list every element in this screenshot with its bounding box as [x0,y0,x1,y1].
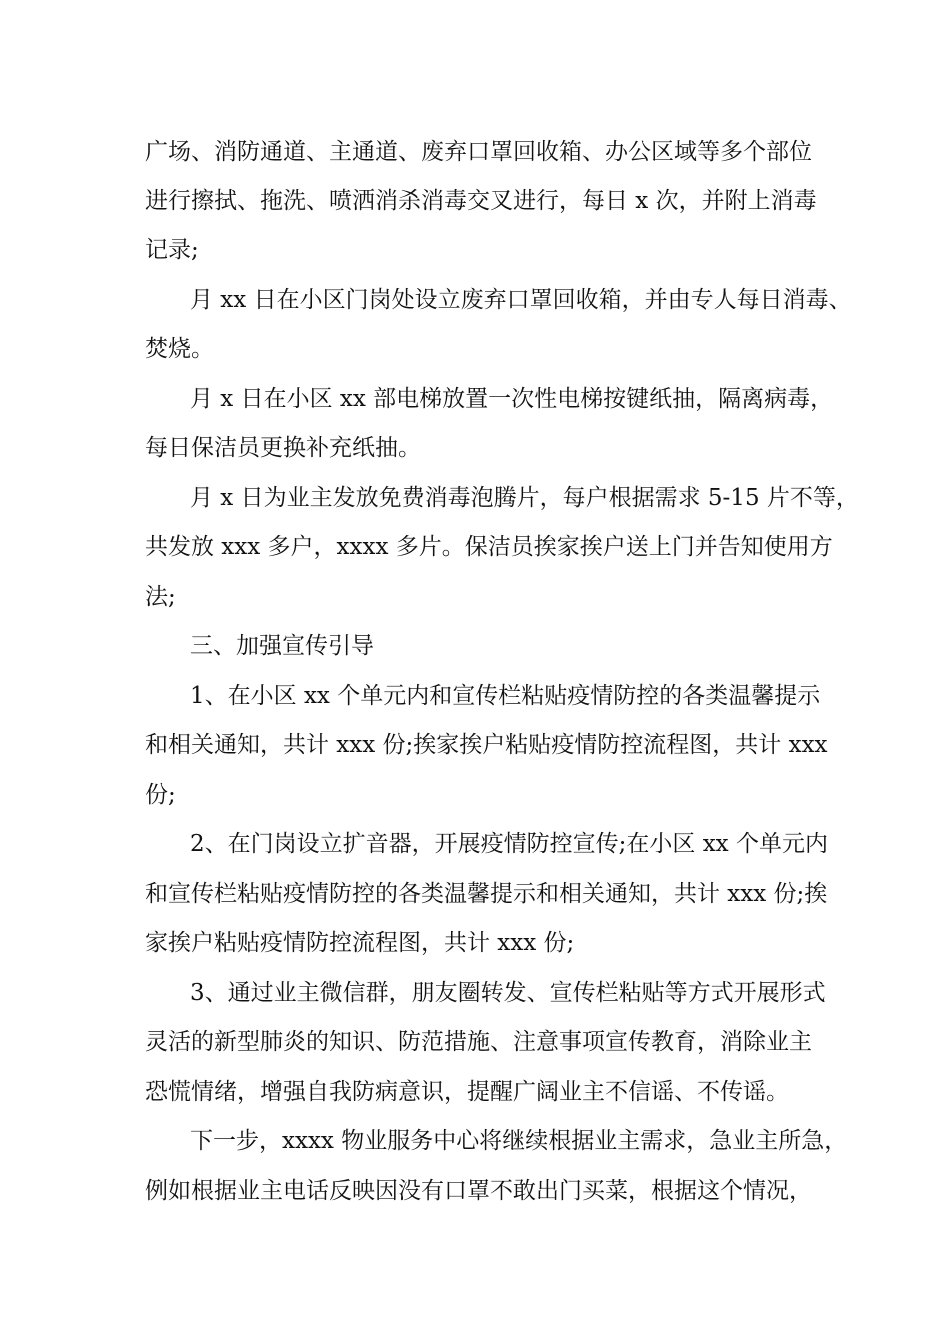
paragraph-line: 例如根据业主电话反映因没有口罩不敢出门买菜，根据这个情况， [145,1178,812,1204]
paragraph-line: 和宣传栏粘贴疫情防控的各类温馨提示和相关通知，共计 xxx 份;挨 [145,881,828,907]
paragraph-line: 焚烧。 [145,336,214,362]
paragraph-line: 3、通过业主微信群，朋友圈转发、宣传栏粘贴等方式开展形式 [190,980,826,1006]
paragraph-line: 月 x 日在小区 xx 部电梯放置一次性电梯按键纸抽，隔离病毒， [190,386,834,412]
paragraph-line: 家挨户粘贴疫情防控流程图，共计 xxx 份; [145,930,575,956]
paragraph-line: 下一步，xxxx 物业服务中心将继续根据业主需求，急业主所急， [190,1128,848,1154]
paragraph-line: 月 xx 日在小区门岗处设立废弃口罩回收箱，并由专人每日消毒、 [190,287,852,313]
paragraph-line: 记录; [145,237,199,263]
paragraph-line: 1、在小区 xx 个单元内和宣传栏粘贴疫情防控的各类温馨提示 [190,683,821,709]
paragraph-line: 共发放 xxx 多户，xxxx 多片。保洁员挨家挨户送上门并告知使用方 [145,534,833,560]
paragraph-line: 份; [145,782,176,808]
paragraph-line: 恐慌情绪，增强自我防病意识，提醒广阔业主不信谣、不传谣。 [145,1079,789,1105]
paragraph-line: 2、在门岗设立扩音器，开展疫情防控宣传;在小区 xx 个单元内 [190,831,828,857]
paragraph-line: 进行擦拭、拖洗、喷洒消杀消毒交叉进行，每日 x 次，并附上消毒 [145,188,817,214]
paragraph-line: 月 x 日为业主发放免费消毒泡腾片，每户根据需求 5-15 片不等， [190,485,859,511]
paragraph-line: 和相关通知，共计 xxx 份;挨家挨户粘贴疫情防控流程图，共计 xxx [145,732,828,758]
paragraph-line: 灵活的新型肺炎的知识、防范措施、注意事项宣传教育，消除业主 [145,1029,812,1055]
paragraph-line: 广场、消防通道、主通道、废弃口罩回收箱、办公区域等多个部位 [145,139,812,165]
paragraph-line: 法; [145,584,176,610]
paragraph-line: 每日保洁员更换补充纸抽。 [145,435,421,461]
section-heading: 三、加强宣传引导 [190,633,374,659]
